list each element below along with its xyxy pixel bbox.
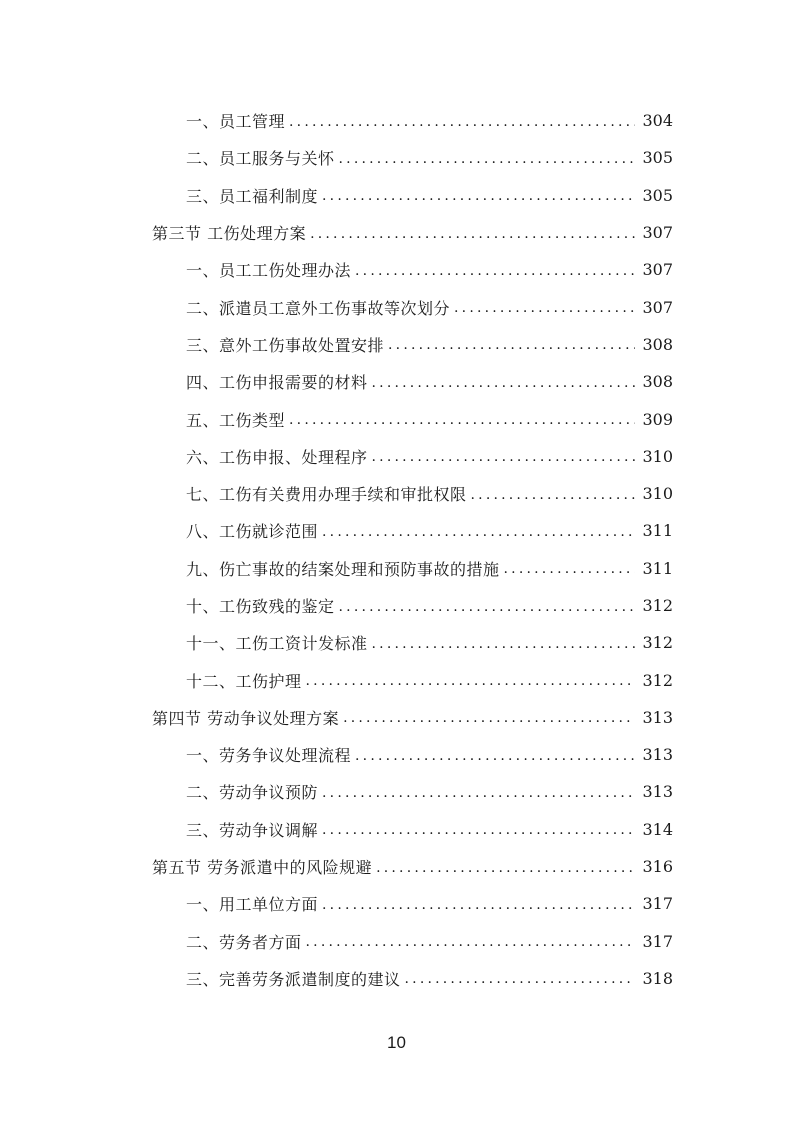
toc-entry-page-number: 312 bbox=[642, 633, 673, 653]
toc-entry-title: 二、派遣员工意外工伤事故等次划分 bbox=[186, 298, 451, 318]
toc-entry-title: 三、意外工伤事故处置安排 bbox=[186, 335, 385, 355]
toc-entry-page-number: 308 bbox=[642, 372, 673, 392]
toc-section-entry[interactable] bbox=[0, 699, 793, 736]
toc-dot-leader bbox=[388, 337, 635, 353]
toc-dot-leader bbox=[322, 822, 635, 838]
toc-dot-leader bbox=[339, 599, 635, 615]
toc-dot-leader bbox=[339, 151, 635, 167]
toc-dot-leader bbox=[310, 226, 635, 242]
toc-entry-title: 一、员工工伤处理办法 bbox=[186, 261, 352, 281]
toc-entry-page-number: 313 bbox=[642, 745, 673, 765]
toc-subsection-entry[interactable] bbox=[0, 251, 793, 288]
toc-dot-leader bbox=[471, 487, 635, 503]
page-number: 10 bbox=[387, 1033, 406, 1052]
toc-subsection-entry[interactable] bbox=[0, 624, 793, 661]
toc-dot-leader bbox=[343, 710, 635, 726]
toc-entry-title: 三、完善劳务派遣制度的建议 bbox=[186, 969, 401, 989]
toc-subsection-entry[interactable] bbox=[0, 736, 793, 773]
toc-section-entry[interactable] bbox=[0, 214, 793, 251]
toc-dot-leader bbox=[289, 114, 635, 130]
toc-subsection-entry[interactable] bbox=[0, 102, 793, 139]
toc-dot-leader bbox=[376, 860, 635, 876]
toc-subsection-entry[interactable] bbox=[0, 811, 793, 848]
toc-subsection-entry[interactable] bbox=[0, 363, 793, 400]
toc-entry-page-number: 307 bbox=[642, 223, 673, 243]
toc-entry-page-number: 318 bbox=[642, 968, 673, 988]
toc-entry-page-number: 307 bbox=[642, 260, 673, 280]
toc-entry-title: 第四节 劳动争议处理方案 bbox=[152, 708, 340, 728]
toc-subsection-entry[interactable] bbox=[0, 400, 793, 437]
toc-dot-leader bbox=[289, 412, 635, 428]
toc-subsection-entry[interactable] bbox=[0, 288, 793, 325]
toc-entry-title: 八、工伤就诊范围 bbox=[186, 522, 319, 542]
toc-entry-page-number: 317 bbox=[642, 931, 673, 951]
toc-dot-leader bbox=[322, 897, 635, 913]
toc-section-entry[interactable] bbox=[0, 848, 793, 885]
toc-dot-leader bbox=[372, 449, 635, 465]
toc-subsection-entry[interactable] bbox=[0, 177, 793, 214]
toc-entry-page-number: 309 bbox=[642, 409, 673, 429]
toc-entry-page-number: 313 bbox=[642, 707, 673, 727]
toc-subsection-entry[interactable] bbox=[0, 512, 793, 549]
toc-entry-title: 四、工伤申报需要的材料 bbox=[186, 373, 368, 393]
toc-subsection-entry[interactable] bbox=[0, 550, 793, 587]
toc-entry-title: 五、工伤类型 bbox=[186, 410, 286, 430]
toc-entry-page-number: 304 bbox=[642, 111, 673, 131]
toc-dot-leader bbox=[504, 561, 635, 577]
toc-dot-leader bbox=[355, 263, 635, 279]
toc-entry-page-number: 308 bbox=[642, 334, 673, 354]
toc-subsection-entry[interactable] bbox=[0, 475, 793, 512]
toc-entry-title: 第五节 劳务派遣中的风险规避 bbox=[152, 858, 373, 878]
toc-entry-page-number: 305 bbox=[642, 148, 673, 168]
toc-entry-title: 十一、工伤工资计发标准 bbox=[186, 634, 368, 654]
toc-entry-page-number: 314 bbox=[642, 819, 673, 839]
toc-entry-page-number: 305 bbox=[642, 185, 673, 205]
toc-entry-title: 二、员工服务与关怀 bbox=[186, 149, 335, 169]
toc-entry-page-number: 307 bbox=[642, 297, 673, 317]
toc-entry-page-number: 312 bbox=[642, 670, 673, 690]
toc-entry-title: 三、劳动争议调解 bbox=[186, 820, 319, 840]
toc-entry-title: 三、员工福利制度 bbox=[186, 186, 319, 206]
toc-subsection-entry[interactable] bbox=[0, 661, 793, 698]
toc-entry-page-number: 311 bbox=[642, 558, 673, 578]
toc-entry-page-number: 312 bbox=[642, 596, 673, 615]
toc-subsection-entry[interactable] bbox=[0, 885, 793, 922]
toc-subsection-entry[interactable] bbox=[0, 587, 793, 624]
toc-subsection-entry[interactable] bbox=[0, 139, 793, 176]
toc-entry-title: 一、劳务争议处理流程 bbox=[186, 746, 352, 766]
toc-subsection-entry[interactable] bbox=[0, 773, 793, 810]
toc-entry-page-number: 316 bbox=[642, 857, 673, 877]
toc-entry-title: 七、工伤有关费用办理手续和审批权限 bbox=[186, 485, 467, 505]
toc-subsection-entry[interactable] bbox=[0, 438, 793, 475]
toc-dot-leader bbox=[322, 188, 635, 204]
toc-dot-leader bbox=[372, 636, 635, 652]
toc-entry-title: 二、劳动争议预防 bbox=[186, 783, 319, 803]
toc-entry-title: 六、工伤申报、处理程序 bbox=[186, 447, 368, 467]
toc-dot-leader bbox=[355, 748, 635, 764]
toc-entry-page-number: 317 bbox=[642, 894, 673, 914]
toc-entry-title: 二、劳务者方面 bbox=[186, 932, 302, 952]
toc-entry-title: 一、用工单位方面 bbox=[186, 895, 319, 915]
toc-entry-page-number: 310 bbox=[642, 484, 673, 504]
table-of-contents bbox=[0, 102, 793, 997]
toc-entry-title: 十、工伤致残的鉴定 bbox=[186, 597, 335, 616]
toc-entry-title: 十二、工伤护理 bbox=[186, 671, 302, 691]
toc-dot-leader bbox=[306, 934, 635, 950]
toc-dot-leader bbox=[306, 673, 635, 689]
toc-entry-page-number: 311 bbox=[642, 521, 673, 541]
toc-subsection-entry[interactable] bbox=[0, 960, 793, 997]
toc-entry-page-number: 310 bbox=[642, 446, 673, 466]
toc-dot-leader bbox=[405, 971, 635, 987]
toc-subsection-entry[interactable] bbox=[0, 326, 793, 363]
toc-entry-title: 一、员工管理 bbox=[186, 112, 286, 132]
toc-entry-page-number: 313 bbox=[642, 782, 673, 802]
toc-subsection-entry[interactable] bbox=[0, 923, 793, 960]
toc-dot-leader bbox=[454, 300, 635, 316]
toc-dot-leader bbox=[322, 785, 635, 801]
toc-dot-leader bbox=[322, 524, 635, 540]
toc-entry-title: 九、伤亡事故的结案处理和预防事故的措施 bbox=[186, 559, 500, 579]
toc-entry-title: 第三节 工伤处理方案 bbox=[152, 224, 307, 244]
toc-dot-leader bbox=[372, 375, 635, 391]
